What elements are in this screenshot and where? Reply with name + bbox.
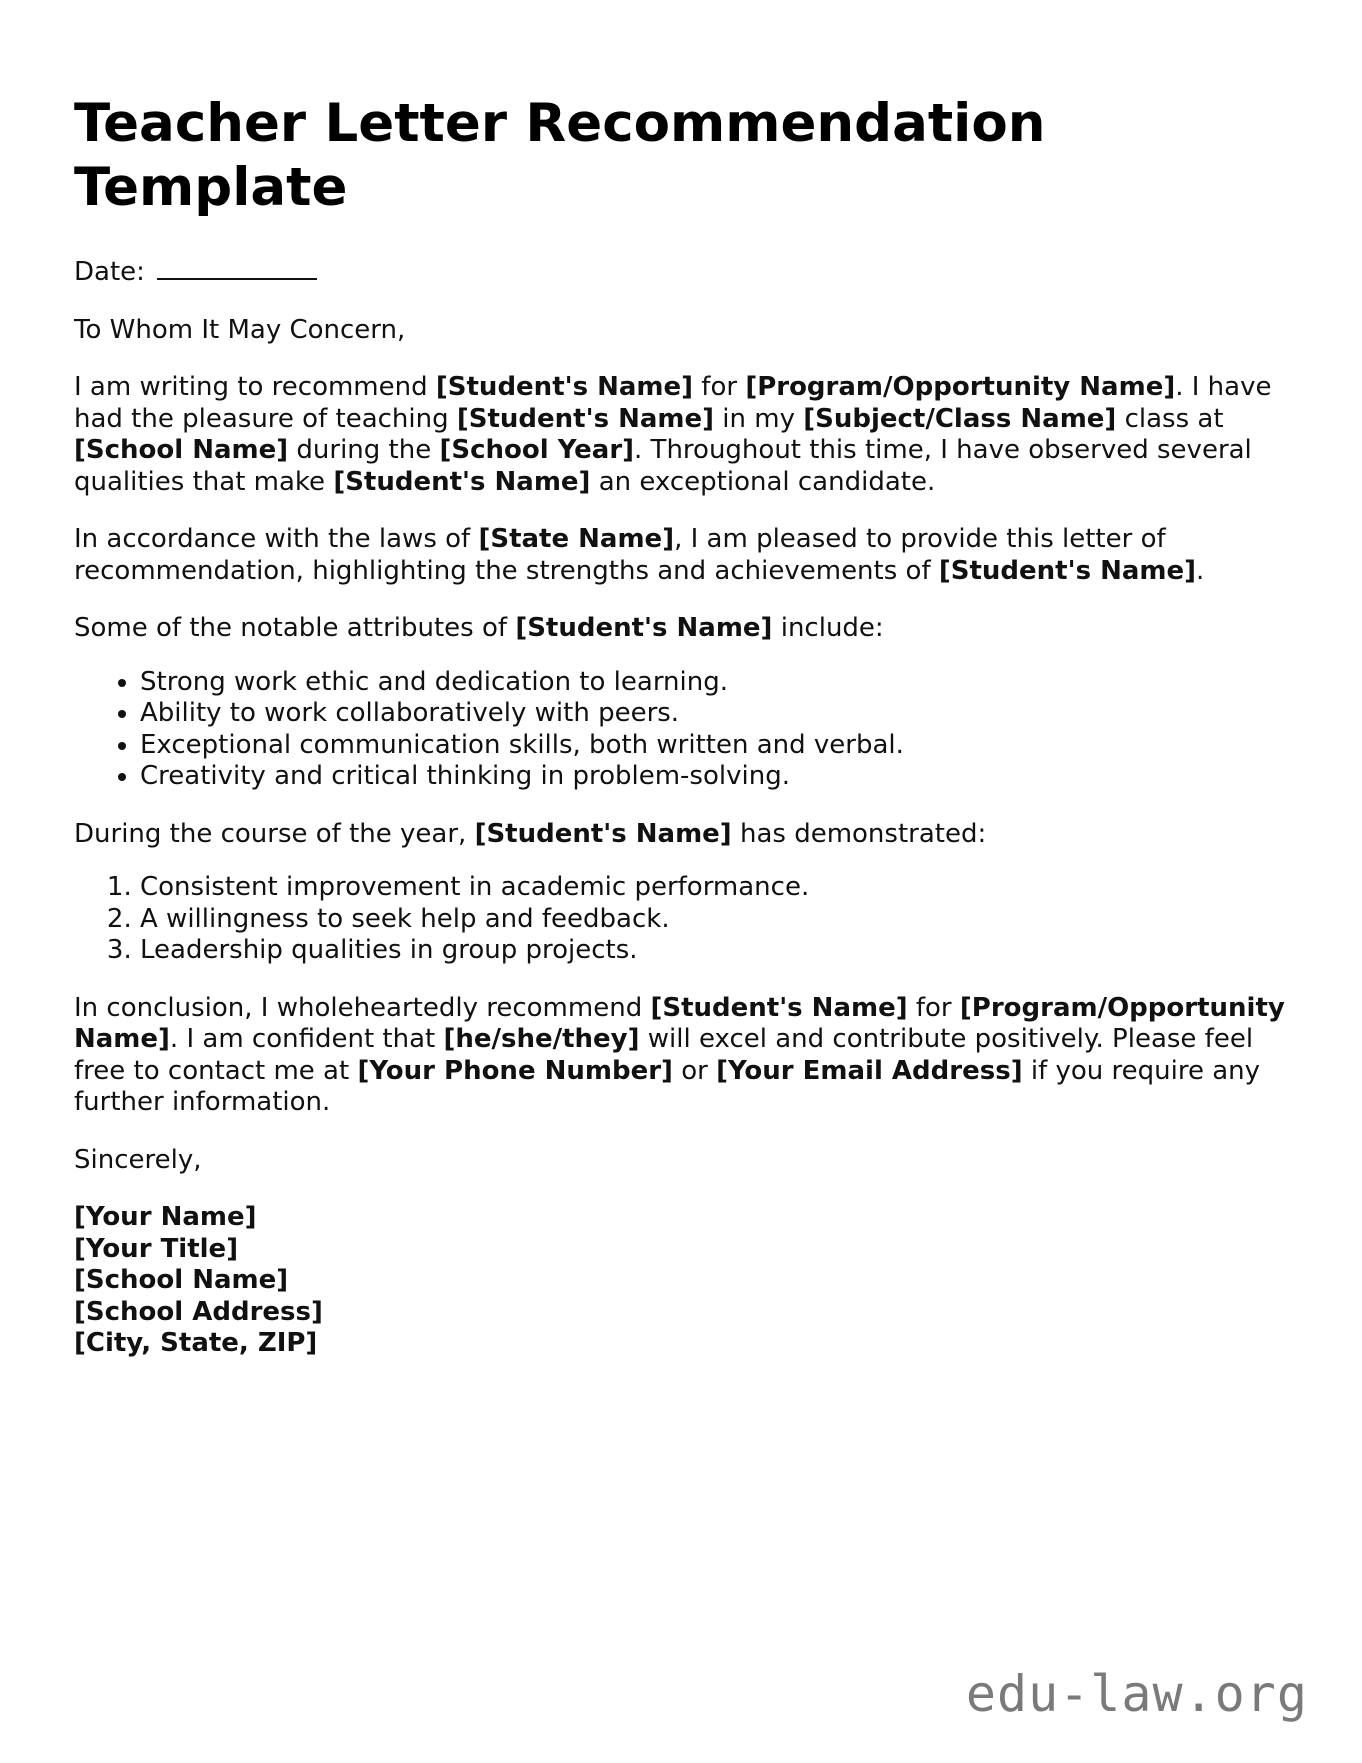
signature-address: [School Address] (74, 1296, 323, 1327)
text: Some of the notable attributes of (74, 613, 516, 643)
text: In accordance with the laws of (74, 524, 479, 554)
list-item: • Exceptional communication skills, both written and verbal. (140, 730, 1294, 762)
signature-school: [School Name] (74, 1265, 289, 1295)
list-item: • Creativity and critical thinking in problem-solving. (140, 761, 1294, 793)
placeholder-phone-number: [Your Phone Number] (357, 1055, 673, 1086)
placeholder-student-name: [Student's Name] (435, 372, 694, 402)
watermark: edu-law.org (965, 1665, 1308, 1723)
text: . I am confident that (169, 1024, 444, 1054)
text: an exceptional candidate. (590, 466, 936, 497)
list-item: 2. A willingness to seek help and feedback. (140, 904, 1294, 936)
letter-document (74, 92, 1294, 1360)
placeholder-program-name: [Program/Opportunity Name] (745, 372, 1176, 402)
placeholder-program-name: [Program/Opportunity Name] (74, 992, 1285, 1054)
date-line (74, 256, 1294, 289)
text: class at (1116, 403, 1224, 434)
placeholder-pronoun: [he/she/they] (443, 1024, 640, 1054)
placeholder-student-name: [Student's Name] (474, 818, 732, 849)
text: has demonstrated: (731, 818, 987, 849)
signature-block (74, 1202, 1294, 1360)
text: for (907, 992, 960, 1023)
text: during the (288, 435, 440, 465)
attributes-list (74, 667, 1294, 793)
closing: Sincerely, (74, 1144, 202, 1175)
date-label: Date: (74, 257, 145, 287)
list-item: 1. Consistent improvement in academic performance. (140, 872, 1294, 904)
placeholder-school-name: [School Name] (74, 435, 289, 465)
text: . I have had the pleasure of teaching (74, 372, 1272, 434)
text: . Throughout this time, I have observed several qualities that make (74, 435, 1252, 497)
placeholder-student-name: [Student's Name] (333, 466, 591, 497)
signature-city: [City, State, ZIP] (74, 1328, 318, 1358)
placeholder-school-year: [School Year] (439, 435, 635, 465)
text: In conclusion, I wholeheartedly recommend (74, 992, 651, 1023)
signature-title: [Your Title] (74, 1233, 239, 1264)
paragraph-demonstrated-intro (74, 819, 1294, 851)
list-item: 3. Leadership qualities in group projects. (140, 935, 1294, 967)
placeholder-email-address: [Your Email Address] (716, 1055, 1023, 1086)
text: in my (714, 403, 804, 434)
paragraph-conclusion (74, 993, 1294, 1119)
date-blank[interactable] (157, 256, 317, 280)
paragraph-intro (74, 372, 1294, 498)
placeholder-student-name: [Student's Name] (456, 403, 715, 434)
signature-name: [Your Name] (74, 1202, 257, 1232)
text: will excel and contribute positively. Please feel free to contact me at (74, 1024, 1254, 1086)
list-item: • Ability to work collaboratively with peers. (140, 698, 1294, 730)
text: for (693, 372, 746, 402)
page-title: Teacher Letter Recommendation Template (74, 93, 1046, 218)
list-item: • Strong work ethic and dedication to learning. (140, 667, 1294, 699)
text: , I am pleased to provide this letter of recommendation, highlighting the strengths and achievements of (74, 524, 1166, 586)
text: if you require any further information. (74, 1055, 1261, 1117)
text: I am writing to recommend (74, 372, 436, 402)
placeholder-student-name: [Student's Name] (650, 992, 908, 1023)
text: . (1196, 555, 1205, 586)
salutation: To Whom It May Concern, (74, 314, 406, 345)
demonstrated-list (74, 872, 1294, 967)
paragraph-attributes-intro (74, 613, 1294, 645)
text: or (672, 1055, 717, 1086)
text: include: (772, 613, 884, 643)
placeholder-student-name: [Student's Name] (515, 613, 773, 643)
placeholder-student-name: [Student's Name] (938, 555, 1197, 586)
placeholder-state-name: [State Name] (478, 524, 675, 554)
text: During the course of the year, (74, 818, 475, 849)
placeholder-class-name: [Subject/Class Name] (803, 403, 1117, 434)
paragraph-state (74, 524, 1294, 587)
